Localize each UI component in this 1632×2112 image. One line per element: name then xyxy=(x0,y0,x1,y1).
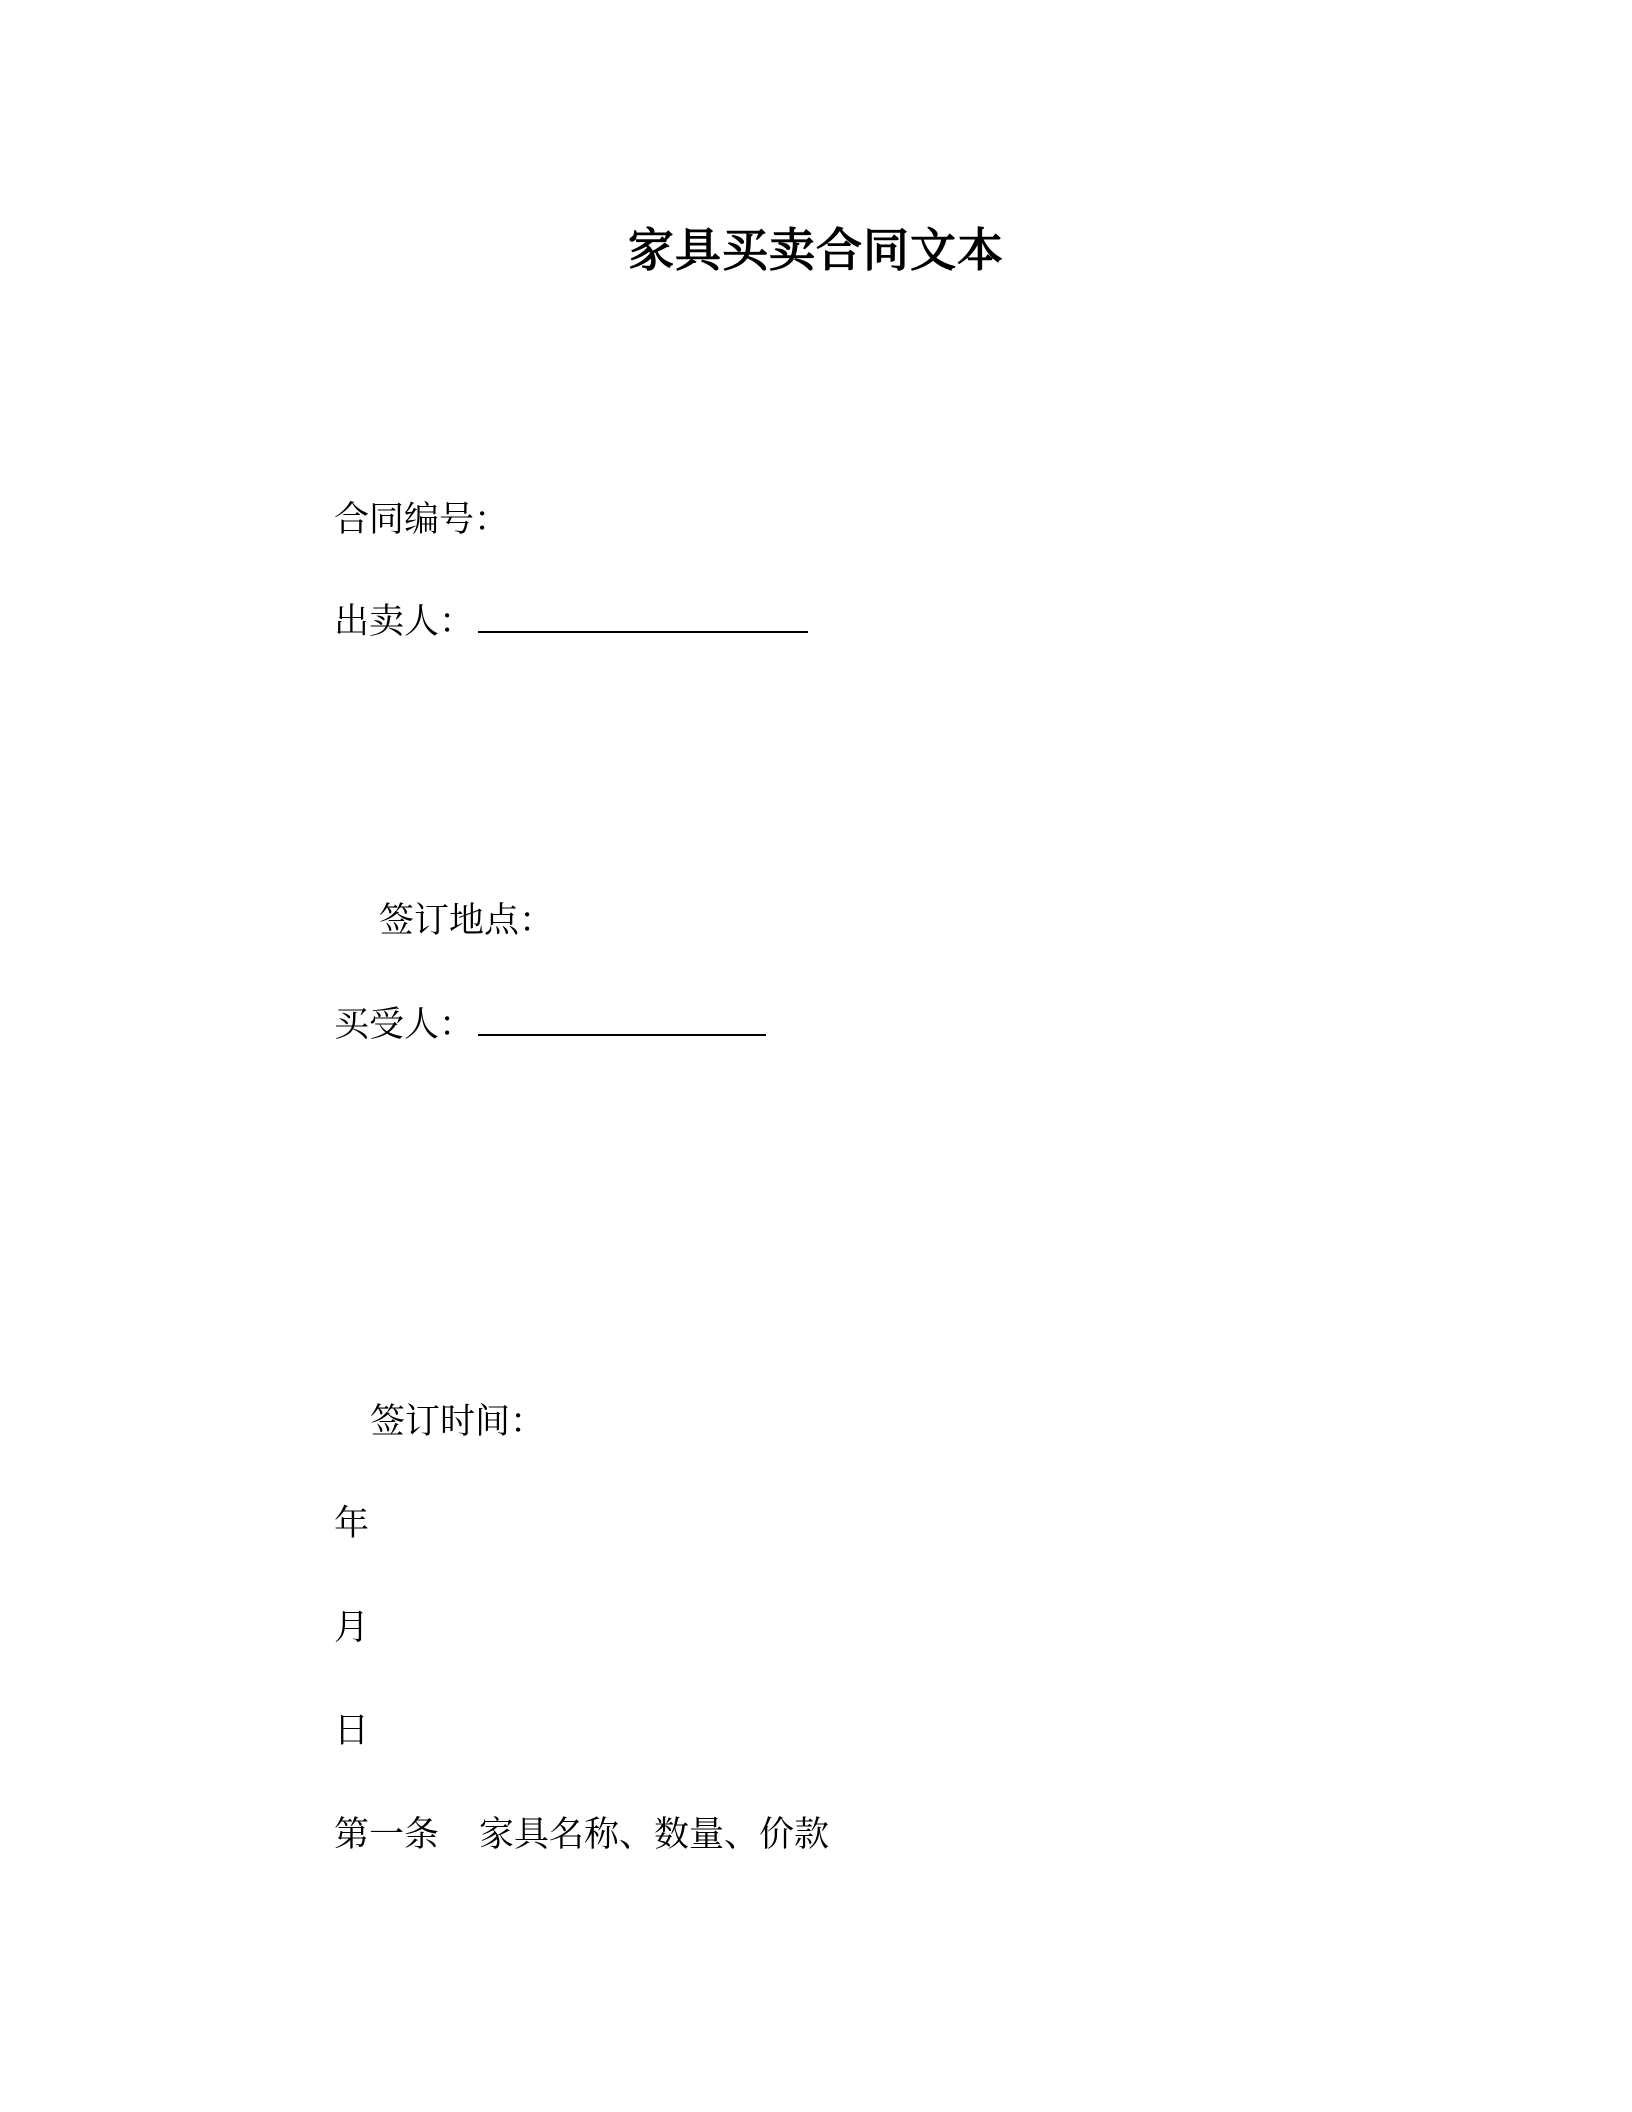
article-1-title: 家具名称、数量、价款 xyxy=(479,1815,830,1855)
month-line xyxy=(334,1606,369,1650)
buyer-blank-field[interactable] xyxy=(478,1004,766,1036)
article-1-number: 第一条 xyxy=(334,1815,440,1855)
seller-label: 出卖人： xyxy=(334,602,475,642)
sign-place-line xyxy=(379,899,554,943)
seller-blank-field[interactable] xyxy=(478,601,808,633)
contract-number-line xyxy=(334,498,509,542)
buyer-line xyxy=(334,1003,766,1047)
sign-time-line xyxy=(370,1400,545,1444)
document-title: 家具买卖合同文本 xyxy=(628,223,1004,277)
sign-time-label: 签订时间： xyxy=(370,1402,546,1442)
day-label: 日 xyxy=(334,1711,370,1751)
seller-line xyxy=(334,600,808,644)
year-label: 年 xyxy=(334,1504,370,1544)
buyer-label: 买受人： xyxy=(334,1005,475,1045)
article-1-heading xyxy=(334,1813,829,1857)
day-line xyxy=(334,1709,369,1753)
month-label: 月 xyxy=(334,1608,370,1648)
contract-number-label: 合同编号： xyxy=(334,500,510,540)
year-line xyxy=(334,1502,369,1546)
sign-place-label: 签订地点： xyxy=(379,901,555,941)
